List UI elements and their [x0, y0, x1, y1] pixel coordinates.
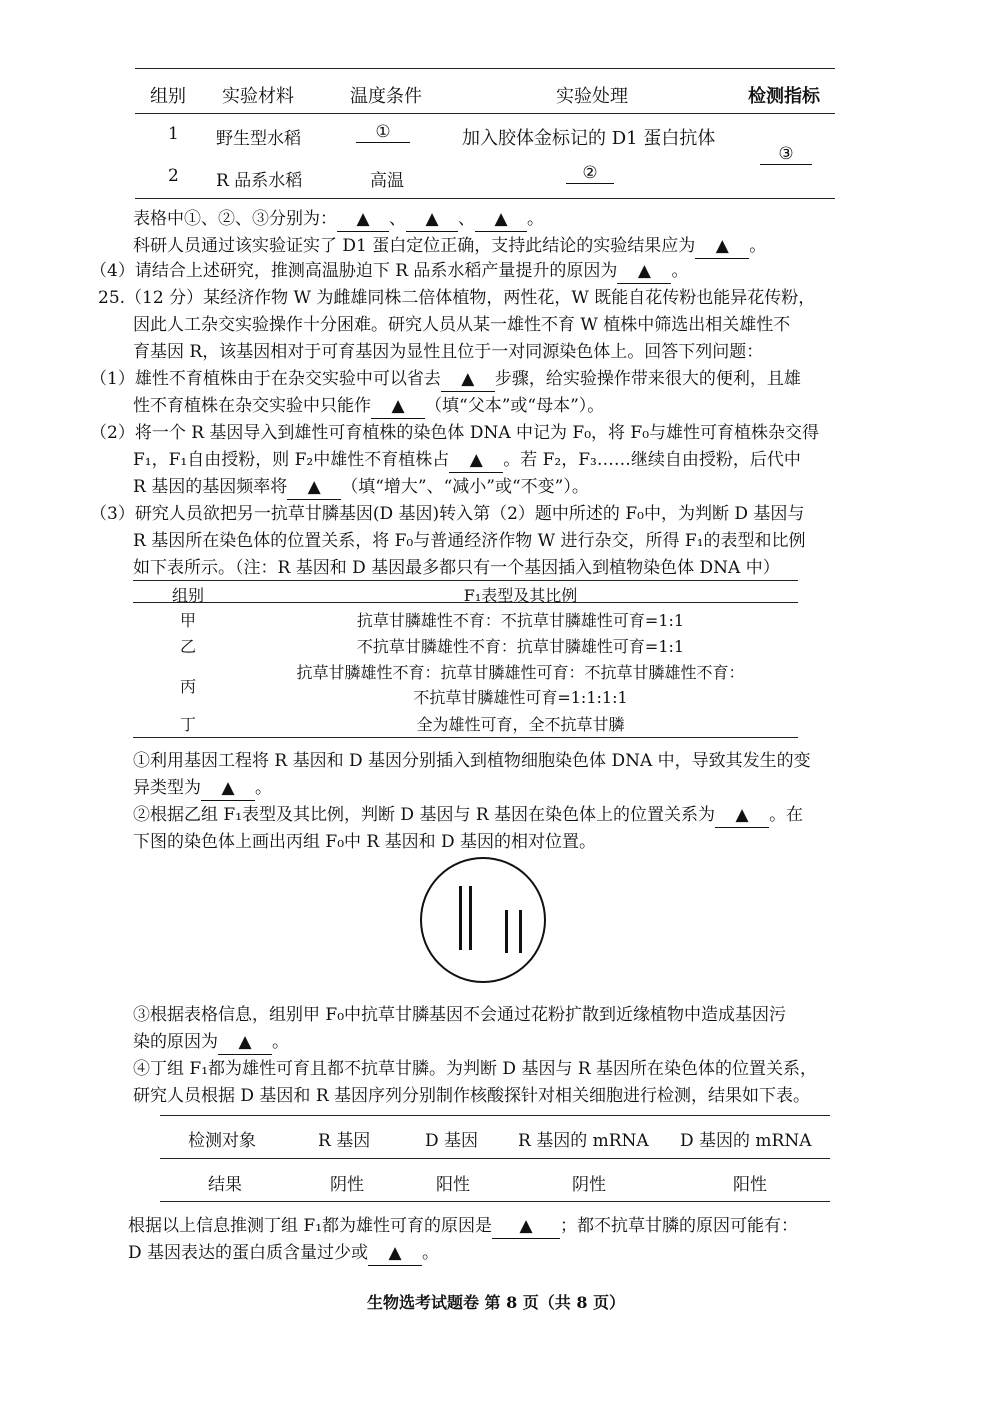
table1-header-group: 组别: [150, 86, 186, 107]
table3-bottom-rule: [160, 1201, 830, 1202]
answer-blank[interactable]: ▲: [441, 367, 495, 392]
answer-blank[interactable]: ▲: [406, 207, 458, 232]
q25-part1-line1: （1）雄性不育植株由于在杂交实验中可以省去 ▲ 步骤，给实验操作带来很大的便利，且雄: [90, 367, 801, 392]
table1-mid-rule: [135, 113, 835, 114]
blank-2[interactable]: ②: [566, 163, 614, 184]
q25-part2-line1: （2）将一个 R 基因导入到雄性可育植株的染色体 DNA 中记为 F₀，将 F₀与雄性可育植株杂交得: [90, 423, 820, 443]
subq-1-line1: ①利用基因工程将 R 基因和 D 基因分别插入到植物细胞染色体 DNA 中，导致其发生的变: [133, 751, 811, 771]
table3-header: R 基因: [318, 1131, 371, 1151]
q25-part3-line1: （3）研究人员欲把另一抗草甘膦基因(D 基因)转入第（2）题中所述的 F₀中，为判断 D 基因与: [90, 504, 805, 524]
table2-row-text: 抗草甘膦雄性不育：抗草甘膦雄性可育：不抗草甘膦雄性不育：: [296, 663, 745, 682]
table2-top-rule: [133, 580, 798, 581]
chromosome-right-1[interactable]: [505, 910, 508, 953]
q25-part3-line3: 如下表所示。（注：R 基因和 D 基因最多都只有一个基因插入到植物染色体 DNA 中）: [133, 558, 780, 578]
table2-row-group: 丁: [179, 715, 196, 734]
table1-header-temp: 温度条件: [350, 86, 422, 107]
table1-bottom-rule: [135, 198, 835, 199]
chromosome-right-2[interactable]: [519, 910, 522, 953]
table2-row-group: 甲: [179, 611, 196, 630]
table1-header-indicator: 检测指标: [748, 86, 820, 107]
table2-header-pheno: F₁表型及其比例: [463, 586, 578, 605]
page-footer: 生物选考试题卷 第 8 页（共 8 页）: [366, 1293, 626, 1312]
chromosome-left-1[interactable]: [459, 886, 462, 950]
q25-part2-line2: F₁，F₁自由授粉，则 F₂中雄性不育植株占 ▲ 。若 F₂，F₃……继续自由授粉，后代中: [133, 448, 801, 473]
table3-result: 阴性: [330, 1175, 364, 1195]
table1-row1-material: 野生型水稻: [216, 129, 301, 149]
table3-top-rule: [160, 1115, 830, 1116]
table2-row-text: 不抗草甘膦雄性不育：抗草甘膦雄性可育=1:1: [356, 637, 685, 656]
answer-blank[interactable]: ▲: [492, 1214, 560, 1239]
subq-2-line2: 下图的染色体上画出丙组 F₀中 R 基因和 D 基因的相对位置。: [133, 832, 597, 852]
answer-blank[interactable]: ▲: [617, 259, 671, 284]
answer-blank[interactable]: ▲: [368, 1241, 422, 1266]
table2-header-group: 组别: [171, 586, 204, 605]
table1-indicator: [760, 144, 812, 165]
table1-header-treatment: 实验处理: [556, 86, 628, 107]
table1-row2-material: R 品系水稻: [216, 171, 303, 191]
q25-part3-line2: R 基因所在染色体的位置关系，将 F₀与普通经济作物 W 进行杂交，所得 F₁的表型和比例: [133, 531, 806, 551]
q24-part4: （4）请结合上述研究，推测高温胁迫下 R 品系水稻产量提升的原因为 ▲ 。: [90, 259, 688, 284]
subq-4-line1: ④丁组 F₁都为雄性可育且都不抗草甘膦。为判断 D 基因与 R 基因所在染色体的位置关系，: [133, 1059, 818, 1079]
q24-line-b: 科研人员通过该实验证实了 D1 蛋白定位正确，支持此结论的实验结果应为 ▲ 。: [133, 234, 766, 259]
table1-row2-group: 2: [168, 166, 179, 186]
answer-blank[interactable]: ▲: [449, 448, 503, 473]
table2-row-group: 丙: [179, 677, 196, 696]
table3-header: R 基因的 mRNA: [518, 1131, 649, 1151]
final-line2: D 基因表达的蛋白质含量过少或 ▲ 。: [128, 1241, 439, 1266]
answer-blank[interactable]: ▲: [715, 803, 769, 828]
table3-result: 阳性: [436, 1175, 470, 1195]
q25-part2-line3: R 基因的基因频率将 ▲ （填“增大”、“减小”或“不变”）。: [133, 475, 589, 500]
q25-intro-1: 25.（12 分）某经济作物 W 为雌雄同株二倍体植物，两性花，W 既能自花传粉也能异花传粉，: [98, 288, 816, 308]
table3-header: 检测对象: [188, 1131, 256, 1151]
answer-blank[interactable]: ▲: [337, 207, 389, 232]
answer-blank[interactable]: ▲: [371, 394, 425, 419]
answer-blank[interactable]: ▲: [475, 207, 527, 232]
blank-3[interactable]: ③: [760, 144, 812, 165]
answer-blank[interactable]: ▲: [218, 1030, 272, 1055]
table1-row1-group: 1: [168, 124, 179, 144]
table2-mid-rule: [133, 602, 798, 603]
subq-3-line2: 染的原因为 ▲ 。: [133, 1030, 289, 1055]
table1-header-material: 实验材料: [222, 86, 294, 107]
subq-1-line2: 异类型为 ▲ 。: [133, 776, 272, 801]
answer-blank[interactable]: ▲: [287, 475, 341, 500]
table3-header: D 基因: [425, 1131, 479, 1151]
table3-result: 阳性: [733, 1175, 767, 1195]
subq-4-line2: 研究人员根据 D 基因和 R 基因序列分别制作核酸探针对相关细胞进行检测，结果如下表。: [133, 1086, 811, 1106]
table2-row-group: 乙: [179, 637, 196, 656]
table3-result: 结果: [208, 1175, 242, 1195]
chromosome-left-2[interactable]: [469, 886, 472, 950]
q25-intro-3: 育基因 R，该基因相对于可育基因为显性且位于一对同源染色体上。回答下列问题：: [133, 342, 764, 362]
answer-blank[interactable]: ▲: [695, 234, 749, 259]
blank-1[interactable]: ①: [356, 122, 410, 143]
table3-header: D 基因的 mRNA: [680, 1131, 812, 1151]
subq-2-line1: ②根据乙组 F₁表型及其比例，判断 D 基因与 R 基因在染色体上的位置关系为 ▲ 。在: [133, 803, 803, 828]
table1-top-rule: [135, 68, 835, 69]
q25-part1-line2: 性不育植株在杂交实验中只能作 ▲ （填“父本”或“母本”）。: [133, 394, 604, 419]
table2-bottom-rule: [133, 737, 798, 738]
q24-line-a: 表格中①、②、③分别为： ▲ 、 ▲ 、 ▲ 。: [133, 207, 544, 232]
table2-row-text: 全为雄性可育，全不抗草甘膦: [416, 715, 625, 734]
table3-result: 阴性: [572, 1175, 606, 1195]
table3-mid-rule: [160, 1158, 830, 1159]
table2-row-text: 抗草甘膦雄性不育：不抗草甘膦雄性可育=1:1: [356, 611, 685, 630]
table1-row1-treatment: 加入胶体金标记的 D1 蛋白抗体: [462, 128, 716, 149]
table1-row2-treatment: [566, 163, 614, 184]
q25-intro-2: 因此人工杂交实验操作十分困难。研究人员从某一雄性不育 W 植株中筛选出相关雄性不: [133, 315, 791, 335]
table1-row1-temp: [356, 122, 410, 143]
subq-3-line1: ③根据表格信息，组别甲 F₀中抗草甘膦基因不会通过花粉扩散到近缘植物中造成基因污: [133, 1005, 787, 1025]
final-line1: 根据以上信息推测丁组 F₁都为雄性可育的原因是 ▲ ；都不抗草甘膦的原因可能有：: [128, 1214, 798, 1239]
table2-row-text-cont: 不抗草甘膦雄性可育=1:1:1:1: [413, 688, 628, 707]
chromosome-cell-circle: [420, 857, 546, 983]
table1-row2-temp: 高温: [370, 171, 404, 191]
answer-blank[interactable]: ▲: [201, 776, 255, 801]
